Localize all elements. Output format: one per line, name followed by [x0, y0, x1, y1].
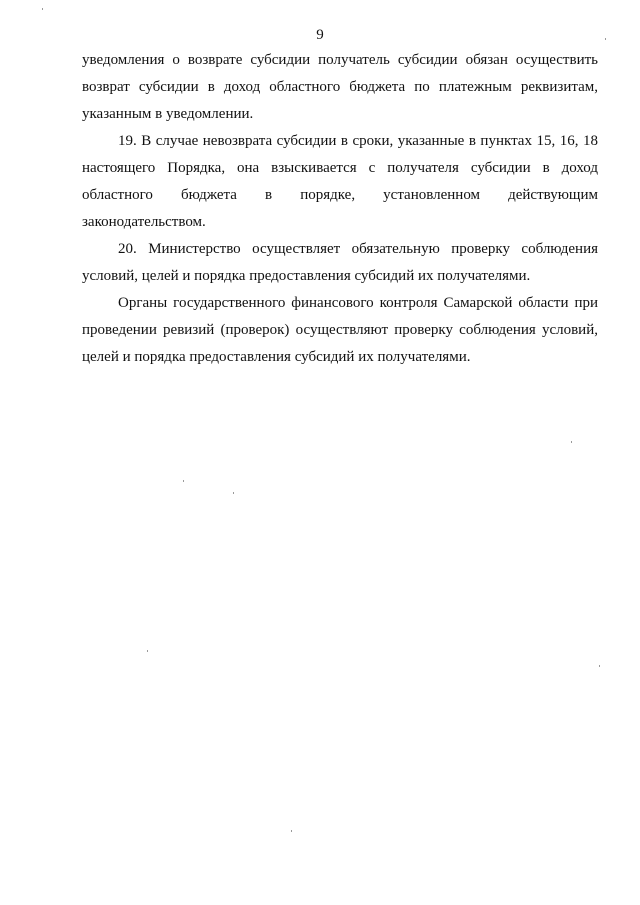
scan-speck	[147, 650, 148, 652]
scan-speck	[605, 38, 606, 40]
paragraph-item-20: 20. Министерство осуществляет обязательную проверку соблюдения условий, целей и порядка предоставления субсидий их получателями.	[82, 241, 598, 284]
paragraph-notice-return: уведомления о возврате субсидии получатель субсидии обязан осуществить возврат субсидии в доход областного бюджета по платежным реквизитам, указанным в уведомлении.	[82, 52, 598, 122]
page-number: 9	[316, 27, 324, 43]
scan-speck	[571, 441, 572, 443]
paragraph-item-19: 19. В случае невозврата субсидии в сроки, указанные в пунктах 15, 16, 18 настоящего Порядка, она взыскивается с получателя субсидии в доход областного бюджета в порядке, установленном действующим законодательством.	[82, 133, 598, 230]
scan-speck	[233, 492, 234, 494]
scan-speck	[183, 480, 184, 482]
document-body	[82, 47, 598, 371]
paragraph-financial-control: Органы государственного финансового контроля Самарской области при проведении ревизий (проверок) осуществляют проверку соблюдения условий, целей и порядка предоставления субсидий их получателями.	[82, 295, 598, 365]
scan-speck	[291, 830, 292, 832]
scan-speck	[42, 8, 43, 10]
scan-speck	[599, 665, 600, 667]
